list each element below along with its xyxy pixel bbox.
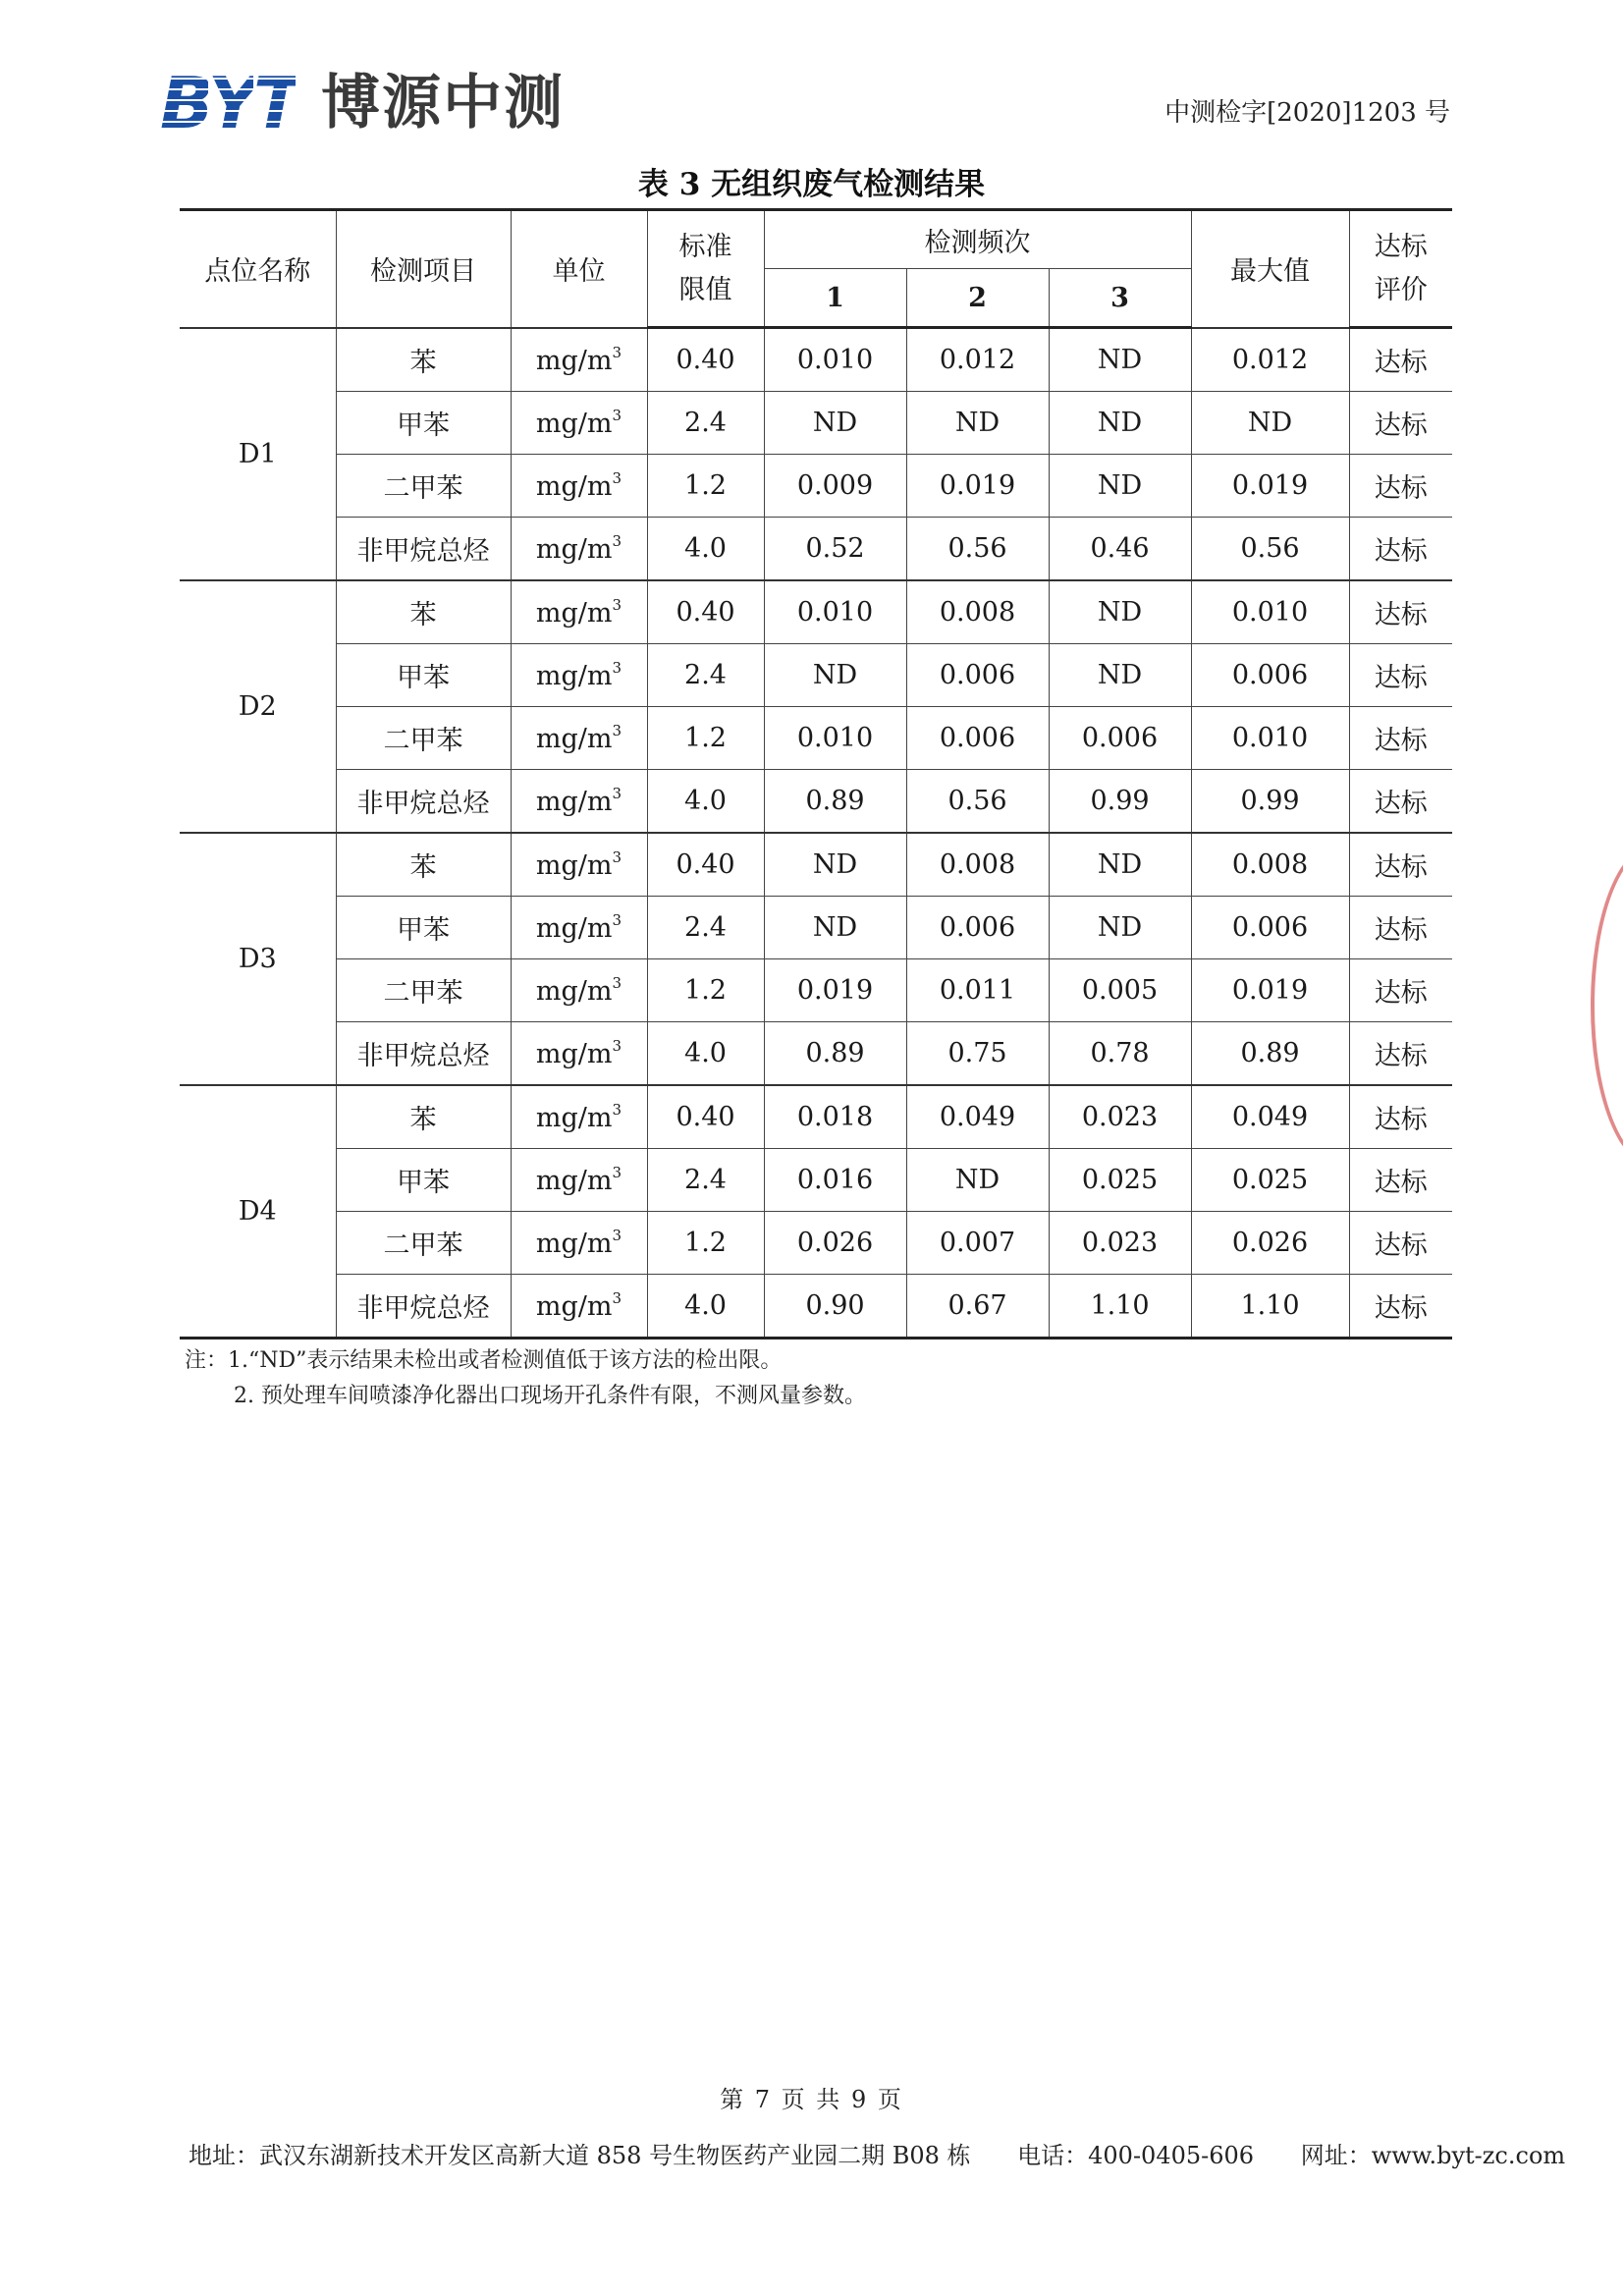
logo-letter-t: T (253, 62, 297, 144)
site-cell: D4 (180, 1085, 336, 1339)
unit-superscript: 3 (612, 407, 622, 424)
header-freq-2: 2 (906, 269, 1049, 328)
limit-cell: 1.2 (647, 959, 764, 1022)
unit-base: mg/m (535, 1229, 613, 1259)
max-cell: 0.012 (1191, 328, 1349, 392)
result-1-cell: 0.010 (764, 328, 906, 392)
header-limit (647, 210, 764, 328)
unit-superscript: 3 (612, 532, 622, 550)
table-row (180, 518, 1452, 581)
result-3-cell: ND (1049, 455, 1191, 518)
result-2-cell: ND (906, 1149, 1049, 1212)
item-cell: 苯 (336, 1085, 511, 1149)
unit-superscript: 3 (612, 722, 622, 739)
eval-cell: 达标 (1349, 644, 1452, 707)
result-3-cell: 0.99 (1049, 770, 1191, 834)
unit-base: mg/m (535, 345, 613, 376)
item-cell: 二甲苯 (336, 1212, 511, 1275)
note-2: 2. 预处理车间喷漆净化器出口现场开孔条件有限，不测风量参数。 (234, 1384, 866, 1408)
limit-cell: 0.40 (647, 328, 764, 392)
result-2-cell: 0.011 (906, 959, 1049, 1022)
table-row (180, 1149, 1452, 1212)
unit-superscript: 3 (612, 848, 622, 866)
footer-phone: 电话：400-0405-606 (1017, 2142, 1255, 2169)
unit-base: mg/m (535, 787, 613, 817)
table-title: 表 3 无组织废气检测结果 (637, 167, 986, 202)
header-eval-line2: 评价 (1374, 274, 1428, 305)
result-2-cell: 0.049 (906, 1085, 1049, 1149)
eval-cell: 达标 (1349, 833, 1452, 897)
limit-cell: 0.40 (647, 833, 764, 897)
logo-text: 博源中测 (321, 69, 566, 137)
item-cell: 苯 (336, 580, 511, 644)
result-1-cell: 0.019 (764, 959, 906, 1022)
table-row (180, 707, 1452, 770)
result-1-cell: 0.89 (764, 1022, 906, 1086)
result-2-cell: 0.67 (906, 1275, 1049, 1339)
header-frequency: 检测频次 (764, 210, 1191, 269)
result-3-cell: ND (1049, 644, 1191, 707)
unit-cell (511, 328, 647, 392)
site-cell: D2 (180, 580, 336, 833)
header-site: 点位名称 (180, 210, 336, 328)
result-1-cell: ND (764, 833, 906, 897)
unit-cell (511, 1085, 647, 1149)
table-row (180, 644, 1452, 707)
result-3-cell: ND (1049, 833, 1191, 897)
header-max: 最大值 (1191, 210, 1349, 328)
result-3-cell: 0.023 (1049, 1085, 1191, 1149)
table-row (180, 1022, 1452, 1086)
result-1-cell: ND (764, 644, 906, 707)
unit-base: mg/m (535, 534, 613, 565)
result-2-cell: 0.75 (906, 1022, 1049, 1086)
unit-superscript: 3 (612, 1289, 622, 1307)
unit-superscript: 3 (612, 596, 622, 614)
result-1-cell: 0.010 (764, 707, 906, 770)
notes (185, 1343, 866, 1414)
eval-cell: 达标 (1349, 707, 1452, 770)
eval-cell: 达标 (1349, 1212, 1452, 1275)
item-cell: 苯 (336, 328, 511, 392)
result-3-cell: 0.025 (1049, 1149, 1191, 1212)
result-1-cell: 0.52 (764, 518, 906, 581)
item-cell: 非甲烷总烃 (336, 770, 511, 834)
item-cell: 苯 (336, 833, 511, 897)
max-cell: 0.010 (1191, 580, 1349, 644)
result-1-cell: 0.026 (764, 1212, 906, 1275)
eval-cell: 达标 (1349, 897, 1452, 959)
result-2-cell: 0.56 (906, 518, 1049, 581)
limit-cell: 2.4 (647, 1149, 764, 1212)
header-eval (1349, 210, 1452, 328)
unit-base: mg/m (535, 1166, 613, 1196)
table-row (180, 580, 1452, 644)
limit-cell: 0.40 (647, 1085, 764, 1149)
note-1: 注：1.“ND”表示结果未检出或者检测值低于该方法的检出限。 (185, 1348, 783, 1373)
logo-letters (160, 62, 297, 144)
table-row (180, 328, 1452, 392)
result-2-cell: 0.012 (906, 328, 1049, 392)
result-3-cell: 0.46 (1049, 518, 1191, 581)
result-3-cell: ND (1049, 580, 1191, 644)
unit-superscript: 3 (612, 1101, 622, 1119)
unit-cell (511, 392, 647, 455)
unit-base: mg/m (535, 913, 613, 944)
limit-cell: 2.4 (647, 644, 764, 707)
result-2-cell: 0.007 (906, 1212, 1049, 1275)
table-row (180, 770, 1452, 834)
result-3-cell: 1.10 (1049, 1275, 1191, 1339)
limit-cell: 2.4 (647, 392, 764, 455)
result-2-cell: 0.006 (906, 707, 1049, 770)
report-number: 中测检字[2020]1203 号 (1164, 98, 1450, 128)
table-row (180, 392, 1452, 455)
unit-base: mg/m (535, 598, 613, 629)
unit-base: mg/m (535, 1039, 613, 1069)
unit-base: mg/m (535, 1291, 613, 1322)
unit-superscript: 3 (612, 1227, 622, 1244)
max-cell: 0.006 (1191, 897, 1349, 959)
limit-cell: 4.0 (647, 518, 764, 581)
page-number: 第 7 页 共 9 页 (720, 2086, 903, 2113)
unit-base: mg/m (535, 976, 613, 1007)
eval-cell: 达标 (1349, 580, 1452, 644)
max-cell: 0.56 (1191, 518, 1349, 581)
header-freq-3: 3 (1049, 269, 1191, 328)
eval-cell: 达标 (1349, 1275, 1452, 1339)
unit-cell (511, 580, 647, 644)
table-row (180, 1275, 1452, 1339)
result-3-cell: 0.78 (1049, 1022, 1191, 1086)
eval-cell: 达标 (1349, 1085, 1452, 1149)
unit-cell (511, 1212, 647, 1275)
header-unit: 单位 (511, 210, 647, 328)
table-row (180, 1085, 1452, 1149)
footer-website: 网址：www.byt-zc.com (1300, 2142, 1566, 2169)
site-cell: D1 (180, 328, 336, 581)
result-2-cell: 0.006 (906, 897, 1049, 959)
unit-cell (511, 1022, 647, 1086)
max-cell: 0.89 (1191, 1022, 1349, 1086)
result-3-cell: ND (1049, 328, 1191, 392)
max-cell: 0.019 (1191, 959, 1349, 1022)
max-cell: ND (1191, 392, 1349, 455)
unit-cell (511, 897, 647, 959)
unit-cell (511, 455, 647, 518)
item-cell: 二甲苯 (336, 707, 511, 770)
limit-cell: 4.0 (647, 1275, 764, 1339)
logo-letter-y: Y (207, 62, 254, 144)
item-cell: 非甲烷总烃 (336, 518, 511, 581)
eval-cell: 达标 (1349, 392, 1452, 455)
unit-superscript: 3 (612, 785, 622, 802)
table-body (180, 328, 1452, 1339)
eval-cell: 达标 (1349, 518, 1452, 581)
unit-superscript: 3 (612, 911, 622, 929)
limit-cell: 2.4 (647, 897, 764, 959)
item-cell: 甲苯 (336, 1149, 511, 1212)
item-cell: 二甲苯 (336, 959, 511, 1022)
result-2-cell: 0.008 (906, 833, 1049, 897)
eval-cell: 达标 (1349, 455, 1452, 518)
max-cell: 0.008 (1191, 833, 1349, 897)
unit-superscript: 3 (612, 974, 622, 992)
unit-superscript: 3 (612, 659, 622, 677)
item-cell: 非甲烷总烃 (336, 1022, 511, 1086)
max-cell: 1.10 (1191, 1275, 1349, 1339)
eval-cell: 达标 (1349, 1149, 1452, 1212)
result-1-cell: 0.018 (764, 1085, 906, 1149)
eval-cell: 达标 (1349, 328, 1452, 392)
max-cell: 0.049 (1191, 1085, 1349, 1149)
header-limit-line2: 限值 (678, 274, 732, 305)
limit-cell: 4.0 (647, 770, 764, 834)
table-row (180, 1212, 1452, 1275)
unit-cell (511, 1275, 647, 1339)
eval-cell: 达标 (1349, 959, 1452, 1022)
item-cell: 甲苯 (336, 644, 511, 707)
result-1-cell: 0.009 (764, 455, 906, 518)
max-cell: 0.99 (1191, 770, 1349, 834)
item-cell: 非甲烷总烃 (336, 1275, 511, 1339)
item-cell: 二甲苯 (336, 455, 511, 518)
max-cell: 0.010 (1191, 707, 1349, 770)
max-cell: 0.006 (1191, 644, 1349, 707)
limit-cell: 1.2 (647, 1212, 764, 1275)
unit-base: mg/m (535, 471, 613, 502)
unit-cell (511, 518, 647, 581)
result-2-cell: ND (906, 392, 1049, 455)
max-cell: 0.026 (1191, 1212, 1349, 1275)
result-1-cell: 0.90 (764, 1275, 906, 1339)
unit-base: mg/m (535, 850, 613, 881)
result-1-cell: ND (764, 392, 906, 455)
footer-address: 地址：武汉东湖新技术开发区高新大道 858 号生物医药产业园二期 B08 栋 (189, 2142, 971, 2169)
header-item: 检测项目 (336, 210, 511, 328)
max-cell: 0.019 (1191, 455, 1349, 518)
result-2-cell: 0.008 (906, 580, 1049, 644)
header-limit-line1: 标准 (678, 231, 732, 262)
unit-superscript: 3 (612, 469, 622, 487)
results-table (180, 208, 1452, 1339)
unit-base: mg/m (535, 661, 613, 691)
table-row (180, 455, 1452, 518)
header-freq-1: 1 (764, 269, 906, 328)
unit-cell (511, 644, 647, 707)
logo-letter-b: B (160, 62, 208, 144)
result-3-cell: ND (1049, 392, 1191, 455)
unit-cell (511, 1149, 647, 1212)
unit-cell (511, 770, 647, 834)
site-cell: D3 (180, 833, 336, 1085)
limit-cell: 4.0 (647, 1022, 764, 1086)
limit-cell: 0.40 (647, 580, 764, 644)
result-3-cell: 0.023 (1049, 1212, 1191, 1275)
result-1-cell: 0.010 (764, 580, 906, 644)
eval-cell: 达标 (1349, 1022, 1452, 1086)
header-eval-line1: 达标 (1374, 231, 1428, 262)
unit-cell (511, 959, 647, 1022)
result-1-cell: ND (764, 897, 906, 959)
result-2-cell: 0.006 (906, 644, 1049, 707)
eval-cell: 达标 (1349, 770, 1452, 834)
item-cell: 甲苯 (336, 392, 511, 455)
unit-superscript: 3 (612, 343, 622, 361)
result-2-cell: 0.019 (906, 455, 1049, 518)
red-seal-stamp (1591, 845, 1623, 1167)
limit-cell: 1.2 (647, 455, 764, 518)
unit-superscript: 3 (612, 1037, 622, 1055)
max-cell: 0.025 (1191, 1149, 1349, 1212)
table-row (180, 897, 1452, 959)
result-3-cell: ND (1049, 897, 1191, 959)
unit-base: mg/m (535, 724, 613, 754)
table-row (180, 833, 1452, 897)
result-3-cell: 0.006 (1049, 707, 1191, 770)
company-logo (160, 62, 566, 144)
unit-cell (511, 833, 647, 897)
result-1-cell: 0.016 (764, 1149, 906, 1212)
result-2-cell: 0.56 (906, 770, 1049, 834)
footer (189, 2136, 1604, 2170)
unit-base: mg/m (535, 409, 613, 439)
item-cell: 甲苯 (336, 897, 511, 959)
unit-cell (511, 707, 647, 770)
result-3-cell: 0.005 (1049, 959, 1191, 1022)
table-row (180, 959, 1452, 1022)
unit-superscript: 3 (612, 1164, 622, 1181)
result-1-cell: 0.89 (764, 770, 906, 834)
unit-base: mg/m (535, 1103, 613, 1133)
limit-cell: 1.2 (647, 707, 764, 770)
